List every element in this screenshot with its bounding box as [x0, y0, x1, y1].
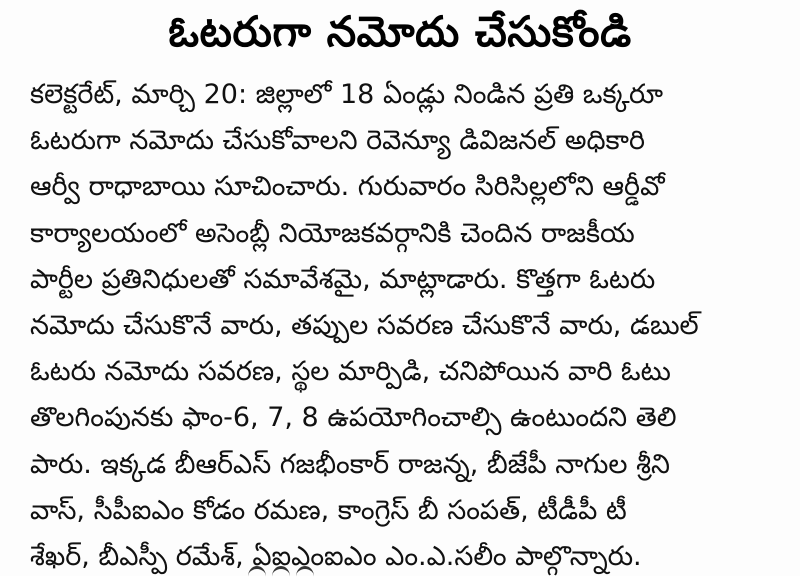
article-line: కార్యాలయంలో అసెంబ్లీ నియోజకవర్గానికి చెందిన రాజకీయ — [30, 217, 635, 249]
article-line: పార్టీల ప్రతినిధులతో సమావేశమై, మాట్లాడారు. కొత్తగా ఓటరు — [30, 263, 656, 295]
article-line: ఓటరు నమోదు సవరణ, స్థల మార్పిడి, చనిపోయిన వారి ఓటు — [30, 356, 671, 388]
cropped-glyph — [248, 566, 266, 580]
article-line: కలెక్టరేట్, మార్చి 20: జిల్లాలో 18 ఏండ్లు నిండిన ప్రతి ఒక్కరూ — [30, 79, 664, 110]
cropped-glyph — [272, 566, 290, 580]
article-headline: ఓటరుగా నమోదు చేసుకోండి — [168, 7, 632, 56]
article-line: తొలగింపునకు ఫాం-6, 7, 8 ఉపయోగించాల్సి ఉంటుందని తెలి — [30, 402, 677, 434]
article-line: ఓటరుగా నమోదు చేసుకోవాలని రెవెన్యూ డివిజనల్ అధికారి — [30, 125, 645, 157]
article-line: పారు. ఇక్కడ బీఆర్ఎస్ గజభీంకార్ రాజన్న, బీజేపీ నాగుల శ్రీని — [30, 448, 670, 480]
article-line: వాస్, సీపీఐఎం కోడం రమణ, కాంగ్రెస్ బీ సంపత్, టీడీపీ టీ — [30, 494, 627, 526]
article-body — [30, 72, 760, 580]
article-line: నమోదు చేసుకొనే వారు, తప్పుల సవరణ చేసుకొనే వారు, డబుల్ — [30, 309, 699, 341]
article-line: శేఖర్, బీఎస్పీ రమేశ్, ఏఐఎంఐఎం ఎం.ఎ.సలీం పాల్గొన్నారు. — [30, 540, 642, 572]
article-line: ఆర్వీ రాధాబాయి సూచించారు. గురువారం సిరిసిల్లలోని ఆర్డీవో — [30, 171, 665, 203]
cropped-glyph — [296, 566, 314, 580]
cropped-text-fragment — [248, 566, 328, 580]
